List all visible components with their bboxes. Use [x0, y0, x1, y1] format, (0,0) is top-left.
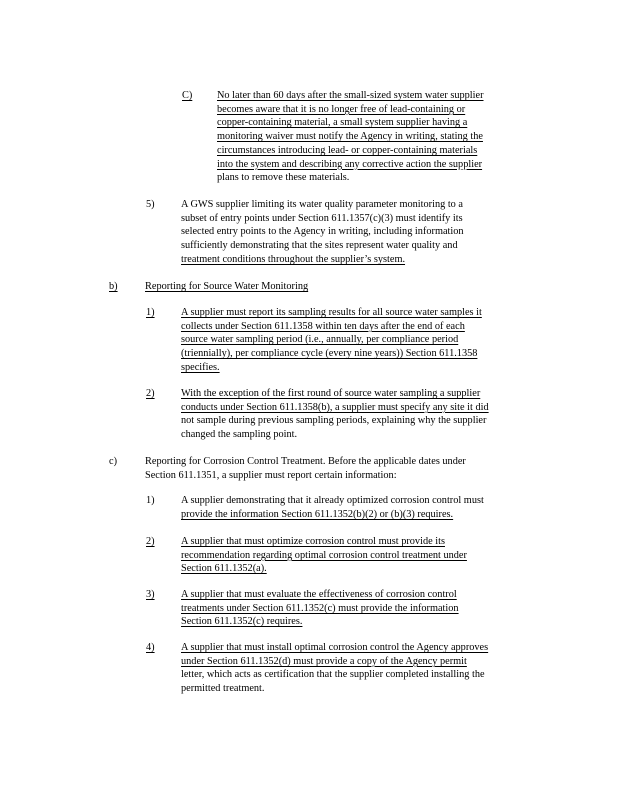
paragraph-c [145, 455, 466, 482]
paragraph-c-3 [181, 588, 459, 629]
item-label-c-upper [182, 89, 192, 103]
paragraph-c-1 [181, 494, 484, 521]
text-line: circumstances introducing lead- or copper-containing materials [217, 144, 478, 156]
paragraph-b-1 [181, 306, 482, 375]
text-line: A supplier must report its sampling results for all source water samples it [181, 307, 482, 318]
text-line: changed the sampling point. [181, 429, 298, 441]
text-line: into the system and describing any corrective action the supplier [217, 158, 483, 170]
text-line: With the exception of the first round of source water sampling a supplier [181, 388, 481, 399]
text-line: Section 611.1352(a). [181, 563, 267, 575]
text-line: permitted treatment. [181, 683, 265, 695]
paragraph-c-upper [217, 89, 484, 185]
text-line: plans to remove these materials. [217, 172, 350, 184]
item-label-b [109, 280, 118, 294]
text-line: treatments under Section 611.1352(c) must provide the information [181, 602, 459, 614]
text-line: specifies. [181, 361, 220, 373]
text-line: monitoring waiver must notify the Agency in writing, stating the [217, 131, 483, 143]
text-line: under Section 611.1352(d) must provide a copy of the Agency permit [181, 655, 467, 667]
text-line: collects under Section 611.1358 within ten days after the end of each [181, 320, 465, 332]
heading-b [145, 280, 308, 294]
text-line: A supplier demonstrating that it already optimized corrosion control must [181, 495, 484, 506]
label-text: c) [109, 456, 117, 467]
text-line: subset of entry points under Section 611.1357(c)(3) must identify its [181, 212, 463, 224]
text-line: Section 611.1351, a supplier must report certain information: [145, 469, 397, 481]
paragraph-b-2 [181, 387, 489, 442]
item-label-b-2 [146, 387, 155, 401]
label-text: 1) [146, 307, 155, 318]
text-line: A supplier that must evaluate the effectiveness of corrosion control [181, 589, 457, 600]
text-line: copper-containing material, a small system supplier having a [217, 117, 468, 129]
item-label-c-1 [146, 494, 155, 508]
item-label-b-1 [146, 306, 155, 320]
paragraph-c-2 [181, 535, 467, 576]
paragraph-c-4 [181, 641, 488, 696]
text-line: treatment conditions throughout the supplier’s system. [181, 253, 406, 265]
item-label-5 [146, 198, 155, 212]
text-line: selected entry points to the Agency in writing, including information [181, 226, 464, 238]
text-line: Section 611.1352(c) requires. [181, 616, 303, 628]
text-line: (triennially), per compliance cycle (every nine years)) Section 611.1358 [181, 348, 478, 360]
label-text: b) [109, 281, 118, 292]
item-label-c-4 [146, 641, 155, 655]
paragraph-5 [181, 198, 464, 267]
text-line: not sample during previous sampling periods, explaining why the supplier [181, 415, 487, 427]
label-text: 5) [146, 199, 155, 210]
text-line: becomes aware that it is no longer free of lead-containing or [217, 103, 466, 115]
text-line: recommendation regarding optimal corrosion control treatment under [181, 549, 467, 561]
text-line: letter, which acts as certification that the supplier completed installing the [181, 669, 485, 681]
text-line: No later than 60 days after the small-sized system water supplier [217, 90, 484, 101]
item-label-c [109, 455, 117, 469]
text-line: conducts under Section 611.1358(b), a supplier must specify any site it did [181, 401, 489, 413]
label-text: 4) [146, 642, 155, 653]
text-line: sufficiently demonstrating that the sites represent water quality and [181, 240, 458, 252]
text-line: provide the information Section 611.1352(b)(2) or (b)(3) requires. [181, 508, 454, 520]
item-label-c-3 [146, 588, 155, 602]
label-text: C) [182, 90, 193, 101]
text-line: Reporting for Source Water Monitoring [145, 281, 309, 292]
text-line: A supplier that must optimize corrosion control must provide its [181, 536, 445, 547]
text-line: A GWS supplier limiting its water quality parameter monitoring to a [181, 199, 463, 210]
label-text: 2) [146, 388, 155, 399]
text-line: Reporting for Corrosion Control Treatment. Before the applicable dates under [145, 456, 466, 467]
label-text: 3) [146, 589, 155, 600]
text-line: A supplier that must install optimal corrosion control the Agency approves [181, 642, 489, 653]
item-label-c-2 [146, 535, 155, 549]
label-text: 2) [146, 536, 155, 547]
text-line: source water sampling period (i.e., annually, per compliance period [181, 334, 459, 346]
label-text: 1) [146, 495, 155, 506]
